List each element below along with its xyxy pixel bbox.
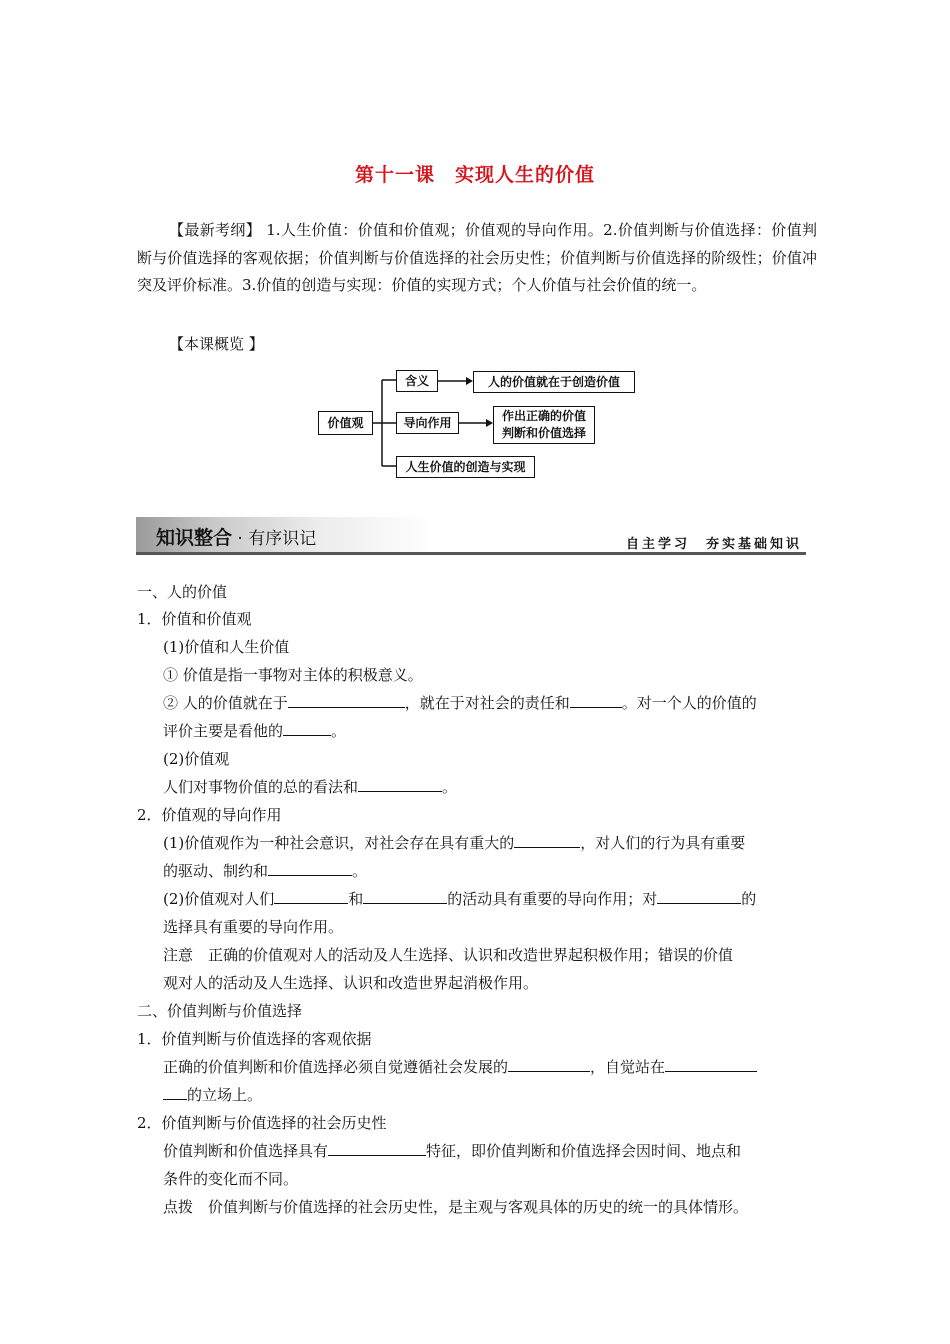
text-segment: 。	[352, 862, 368, 880]
text-segment: 。对一个人的价值的	[621, 694, 757, 712]
item-values: (2)价值观	[163, 750, 230, 768]
text-segment: 的驱动、制约和	[163, 862, 269, 880]
answer-blank[interactable]	[283, 721, 331, 736]
diagram-creation-box: 人生价值的创造与实现	[396, 456, 535, 478]
heading-human-value: 一、人的价值	[137, 583, 228, 601]
text-segment: 特征，即价值判断和价值选择会因时间、地点和	[426, 1142, 742, 1160]
exam-outline-text: 1.人生价值：价值和价值观；价值观的导向作用。2.价值判断与价值选择：价值判断与价值选择的客观依据；价值判断与价值选择的社会历史性；价值判断与价值选择的阶级性；价值冲突及评价标准。3.价值的创造与实现：价值的实现方式；个人价值与社会价值的统一。	[137, 221, 817, 294]
text-segment: 的	[741, 890, 757, 908]
lesson-title: 第十一课 实现人生的价值	[354, 164, 595, 186]
text-social-historical	[163, 1141, 741, 1161]
text-segment: 和	[348, 890, 364, 908]
heading-judgment-choice: 二、价值判断与价值选择	[137, 1002, 303, 1020]
text-value-definition: ① 价值是指一事物对主体的积极意义。	[163, 666, 423, 684]
text-objective-basis-cont	[163, 1085, 262, 1105]
text-segment: ，就在于对社会的责任和	[404, 694, 570, 712]
note-line-2: 观对人的活动及人生选择、认识和改造世界起消极作用。	[163, 974, 539, 992]
banner-title: 知识整合	[156, 527, 233, 549]
text-guidance-1-cont	[163, 861, 367, 881]
answer-blank[interactable]	[657, 889, 741, 904]
diagram-meaning-box: 含义	[396, 370, 438, 392]
text-social-historical-cont: 条件的变化而不同。	[163, 1170, 299, 1188]
text-segment: 。	[331, 722, 347, 740]
item-value-life-value: (1)价值和人生价值	[163, 638, 290, 656]
text-guidance-2-cont: 选择具有重要的导向作用。	[163, 918, 344, 936]
banner-right-caption: 自主学习 夯实基础知识	[625, 537, 802, 552]
banner-rule	[136, 552, 806, 555]
answer-blank[interactable]	[274, 889, 348, 904]
diagram-guidance-target-line1: 作出正确的价值	[501, 409, 586, 423]
text-segment: 评价主要是看他的	[163, 722, 284, 740]
text-segment: (1)价值观作为一种社会意识，对社会存在具有重大的	[163, 834, 515, 852]
answer-blank[interactable]	[163, 1085, 187, 1100]
diagram-guidance-box: 导向作用	[396, 412, 459, 434]
diagram-root-box: 价值观	[318, 411, 373, 435]
text-segment: 。	[442, 778, 458, 796]
diagram-meaning-target-box: 人的价值就在于创造价值	[473, 371, 635, 393]
answer-blank[interactable]	[268, 861, 352, 876]
answer-blank[interactable]	[514, 833, 580, 848]
exam-outline-label: 【最新考纲】	[169, 221, 262, 239]
text-guidance-1	[163, 833, 745, 853]
answer-blank[interactable]	[570, 693, 622, 708]
text-segment: 的活动具有重要的导向作用；对	[447, 890, 658, 908]
answer-blank[interactable]	[328, 1141, 426, 1156]
text-segment: (2)价值观对人们	[163, 890, 275, 908]
note-line-1: 注意 正确的价值观对人的活动及人生选择、认识和改造世界起积极作用；错误的价值	[163, 946, 734, 964]
subheading-guidance-role: 2．价值观的导向作用	[137, 806, 282, 824]
subheading-objective-basis: 1．价值判断与价值选择的客观依据	[137, 1030, 372, 1048]
text-guidance-2	[163, 889, 756, 909]
text-values-definition	[163, 777, 457, 797]
text-segment: 人们对事物价值的总的看法和	[163, 778, 359, 796]
banner-dot: ·	[232, 529, 249, 549]
answer-blank[interactable]	[288, 693, 405, 708]
text-segment: ，对人们的行为具有重要	[580, 834, 746, 852]
subheading-social-historical: 2．价值判断与价值选择的社会历史性	[137, 1114, 387, 1132]
overview-label: 【本课概览 】	[169, 335, 264, 353]
text-segment: 的立场上。	[187, 1086, 263, 1104]
text-segment: 正确的价值判断和价值选择必须自觉遵循社会发展的	[163, 1058, 509, 1076]
text-human-value-line	[163, 693, 757, 713]
answer-blank[interactable]	[508, 1057, 590, 1072]
answer-blank[interactable]	[358, 777, 442, 792]
answer-blank[interactable]	[665, 1057, 757, 1072]
text-objective-basis	[163, 1057, 757, 1077]
text-segment: ② 人的价值就在于	[163, 694, 288, 712]
text-evaluation-line	[163, 721, 346, 741]
subheading-value-and-values: 1．价值和价值观	[137, 610, 252, 628]
answer-blank[interactable]	[363, 889, 447, 904]
diagram-connectors	[0, 0, 950, 500]
diagram-guidance-target-line2: 判断和价值选择	[501, 426, 586, 440]
banner-subtitle: 有序识记	[248, 529, 317, 549]
diagram-guidance-target-box	[493, 406, 595, 444]
tip-line: 点拨 价值判断与价值选择的社会历史性，是主观与客观具体的历史的统一的具体情形。	[163, 1198, 749, 1216]
section-banner	[156, 523, 316, 550]
text-segment: ，自觉站在	[590, 1058, 666, 1076]
text-segment: 价值判断和价值选择具有	[163, 1142, 329, 1160]
